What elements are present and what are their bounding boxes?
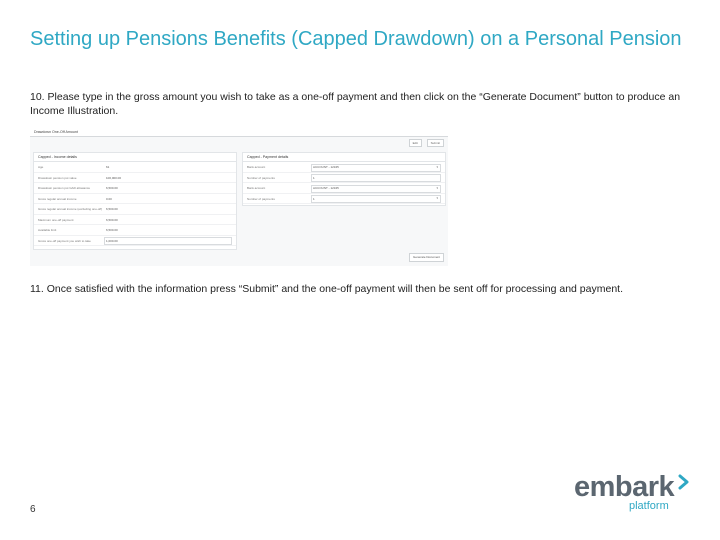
screenshot-button-row — [405, 139, 444, 147]
income-row-value: 6,500.00 — [106, 186, 118, 190]
screenshot-header — [30, 128, 448, 137]
payment-row — [243, 173, 445, 184]
income-row-label: Gross regular annual income (excluding one-off) — [38, 207, 103, 211]
payment-row-label: Number of payments — [247, 175, 275, 180]
payments-count-input[interactable] — [311, 174, 441, 182]
income-row-label: Drawdown pension pot GAD allowance — [38, 186, 91, 190]
payment-row-label: Number of payments — [247, 196, 275, 201]
embedded-screenshot — [30, 128, 448, 266]
one-off-payment-input[interactable] — [104, 237, 232, 245]
step-11-instruction: 11. Once satisfied with the information press “Submit” and the one-off payment will then be sent off for processing and payment. — [30, 283, 623, 295]
income-row — [34, 162, 236, 173]
income-row — [34, 194, 236, 205]
logo-wordmark: embark — [574, 471, 675, 503]
income-details-panel — [33, 152, 237, 250]
payment-row-label: Bank account — [247, 186, 266, 190]
slide-title: Setting up Pensions Benefits (Capped Drawdown) on a Personal Pension — [30, 28, 682, 50]
income-row-value: 6,500.00 — [106, 217, 118, 222]
embark-logo — [574, 470, 694, 520]
income-row-label: Maximum one-off payment — [38, 217, 74, 222]
one-off-payment-label: Gross one-off payment you wish to take — [38, 238, 91, 243]
one-off-payment-value: 1,000.00 — [106, 238, 118, 243]
income-row-label: Gross regular annual income — [38, 196, 77, 201]
one-off-payment-row — [34, 236, 236, 247]
payment-row — [243, 183, 445, 194]
payment-row-value: ACCOUNT - 12345 — [313, 186, 339, 190]
screenshot-header-title: Drawdown One-Off Amount — [34, 130, 78, 134]
income-row-value: 6,500.00 — [106, 228, 118, 232]
income-row — [34, 204, 236, 215]
income-row-value: 6,500.00 — [106, 207, 118, 211]
chevron-down-icon: ▾ — [436, 196, 438, 200]
chevron-down-icon: ▾ — [436, 185, 438, 190]
income-details-title: Capped - Income details — [34, 153, 236, 162]
income-row — [34, 173, 236, 184]
payment-row — [243, 162, 445, 173]
income-row — [34, 225, 236, 236]
income-row — [34, 215, 236, 226]
income-row-label: Drawdown pension pot value — [38, 175, 77, 180]
income-row-label: Available limit — [38, 228, 57, 232]
payment-row — [243, 194, 445, 205]
income-row — [34, 183, 236, 194]
payment-row-value: 1 — [313, 196, 315, 201]
income-row-value: 100,000.00 — [106, 175, 122, 180]
chevron-down-icon: ▾ — [436, 164, 438, 169]
logo-subtitle: platform — [629, 500, 669, 512]
payment-row-value: ACCOUNT - 12345 — [313, 165, 339, 169]
edit-button[interactable]: Edit — [409, 139, 422, 147]
page-number: 6 — [30, 504, 36, 515]
payment-row-value: 1 — [313, 175, 315, 180]
payment-row-label: Bank account — [247, 165, 266, 169]
submit-button[interactable]: Submit — [427, 139, 444, 147]
payments-count-input[interactable] — [311, 195, 441, 203]
income-row-label: Age — [38, 165, 44, 169]
generate-document-button[interactable]: Generate Document — [409, 253, 444, 262]
chevron-right-icon — [678, 474, 690, 490]
income-row-value: 61 — [106, 165, 110, 169]
income-row-value: 0.00 — [106, 196, 112, 201]
payment-details-panel — [242, 152, 446, 206]
step-10-instruction: 10. Please type in the gross amount you wish to take as a one-off payment and then click on the “Generate Document” button to produce an Income Illustration. — [30, 91, 681, 117]
payment-details-title: Capped - Payment details — [243, 153, 445, 162]
